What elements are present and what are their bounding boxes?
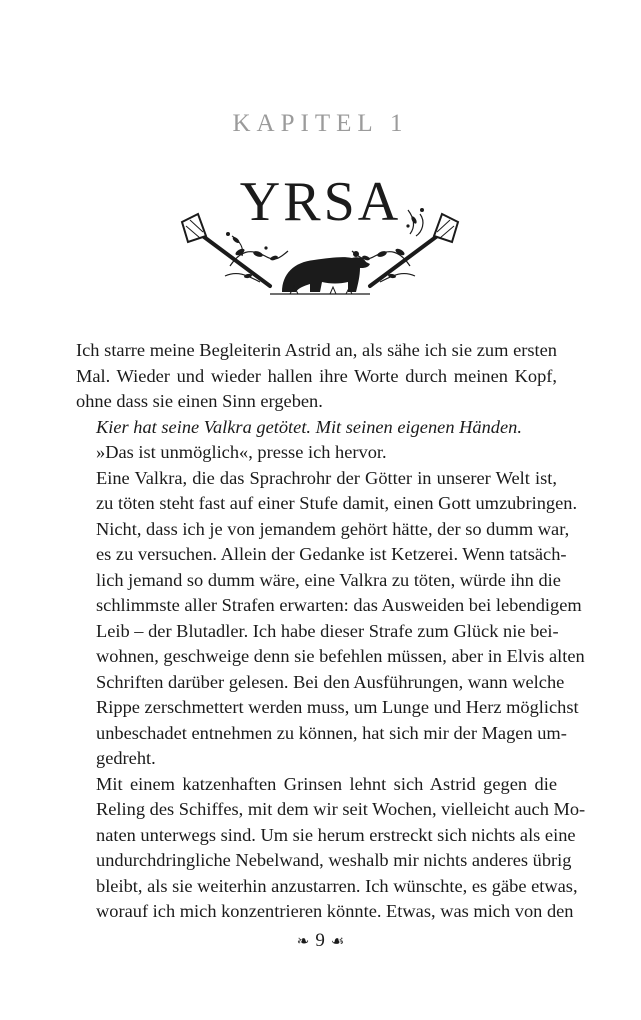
chapter-body-text: [76, 338, 586, 925]
paragraph: [76, 772, 586, 925]
paragraph: [76, 466, 585, 772]
page-number: 9: [315, 930, 325, 951]
right-ornament-icon: ☙: [330, 934, 345, 950]
text-line: Eine Valkra, die das Sprachrohr der Götter in unserer Welt ist,: [96, 467, 557, 488]
text-line: Nicht, dass ich je von jemandem gehört hätte, der so dumm war,: [96, 518, 570, 539]
text-line: »Das ist unmöglich«, presse ich hervor.: [96, 442, 387, 462]
text-line: Mit einem katzenhaften Grinsen lehnt sich Astrid gegen die: [96, 773, 557, 794]
left-ornament-icon: ❧: [296, 934, 310, 950]
paragraph: [76, 338, 557, 415]
text-line: Ich starre meine Begleiterin Astrid an, als sähe ich sie zum ersten: [76, 340, 557, 360]
paragraph: [76, 440, 557, 466]
axes-bear-vines-ornament-icon: [170, 196, 470, 306]
chapter-label: KAPITEL 1: [232, 110, 409, 137]
text-line: lich jemand so dumm wäre, eine Valkra zu töten, würde ihn die: [96, 569, 561, 590]
text-line: naten unterwegs sind. Um sie herum erstreckt sich nichts als eine: [96, 824, 576, 845]
text-line: worauf ich mich konzentrieren könnte. Etwas, was mich von den: [96, 901, 574, 921]
chapter-title: YRSA: [239, 171, 402, 233]
text-line: bleibt, als sie weiterhin anzustarren. Ich wünschte, es gäbe etwas,: [96, 875, 578, 896]
text-line: unbeschadet entnehmen zu können, hat sich mir der Magen um-: [96, 722, 567, 743]
text-line: gedreht.: [96, 748, 156, 768]
text-line: Leib – der Blutadler. Ich habe dieser Strafe zum Glück nie bei-: [96, 620, 559, 641]
text-line: ohne dass sie einen Sinn ergeben.: [76, 391, 323, 411]
bear-icon: [270, 251, 370, 294]
text-line: Kier hat seine Valkra getötet. Mit seinen eigenen Händen.: [96, 416, 522, 437]
text-line: schlimmste aller Strafen erwarten: das Ausweiden bei lebendigem: [96, 595, 582, 615]
page-footer: [0, 930, 641, 952]
text-line: es zu versuchen. Allein der Gedanke ist Ketzerei. Wenn tatsäch-: [96, 544, 567, 564]
text-line: zu töten steht fast auf einer Stufe damit, einen Gott umzubringen.: [96, 493, 578, 513]
text-line: Rippe zerschmettert werden muss, um Lunge und Herz möglichst: [96, 697, 579, 717]
paragraph: [76, 415, 557, 441]
text-line: Reling des Schiffes, mit dem wir seit Wochen, vielleicht auch Mo-: [96, 799, 586, 819]
text-line: wohnen, geschweige denn sie befehlen müssen, aber in Elvis alten: [96, 646, 585, 666]
text-line: undurchdringliche Nebelwand, weshalb mir nichts anderes übrig: [96, 850, 572, 870]
text-line: Schriften darüber gelesen. Bei den Ausführungen, wann welche: [96, 671, 565, 692]
text-line: Mal. Wieder und wieder hallen ihre Worte durch meinen Kopf,: [76, 365, 557, 386]
